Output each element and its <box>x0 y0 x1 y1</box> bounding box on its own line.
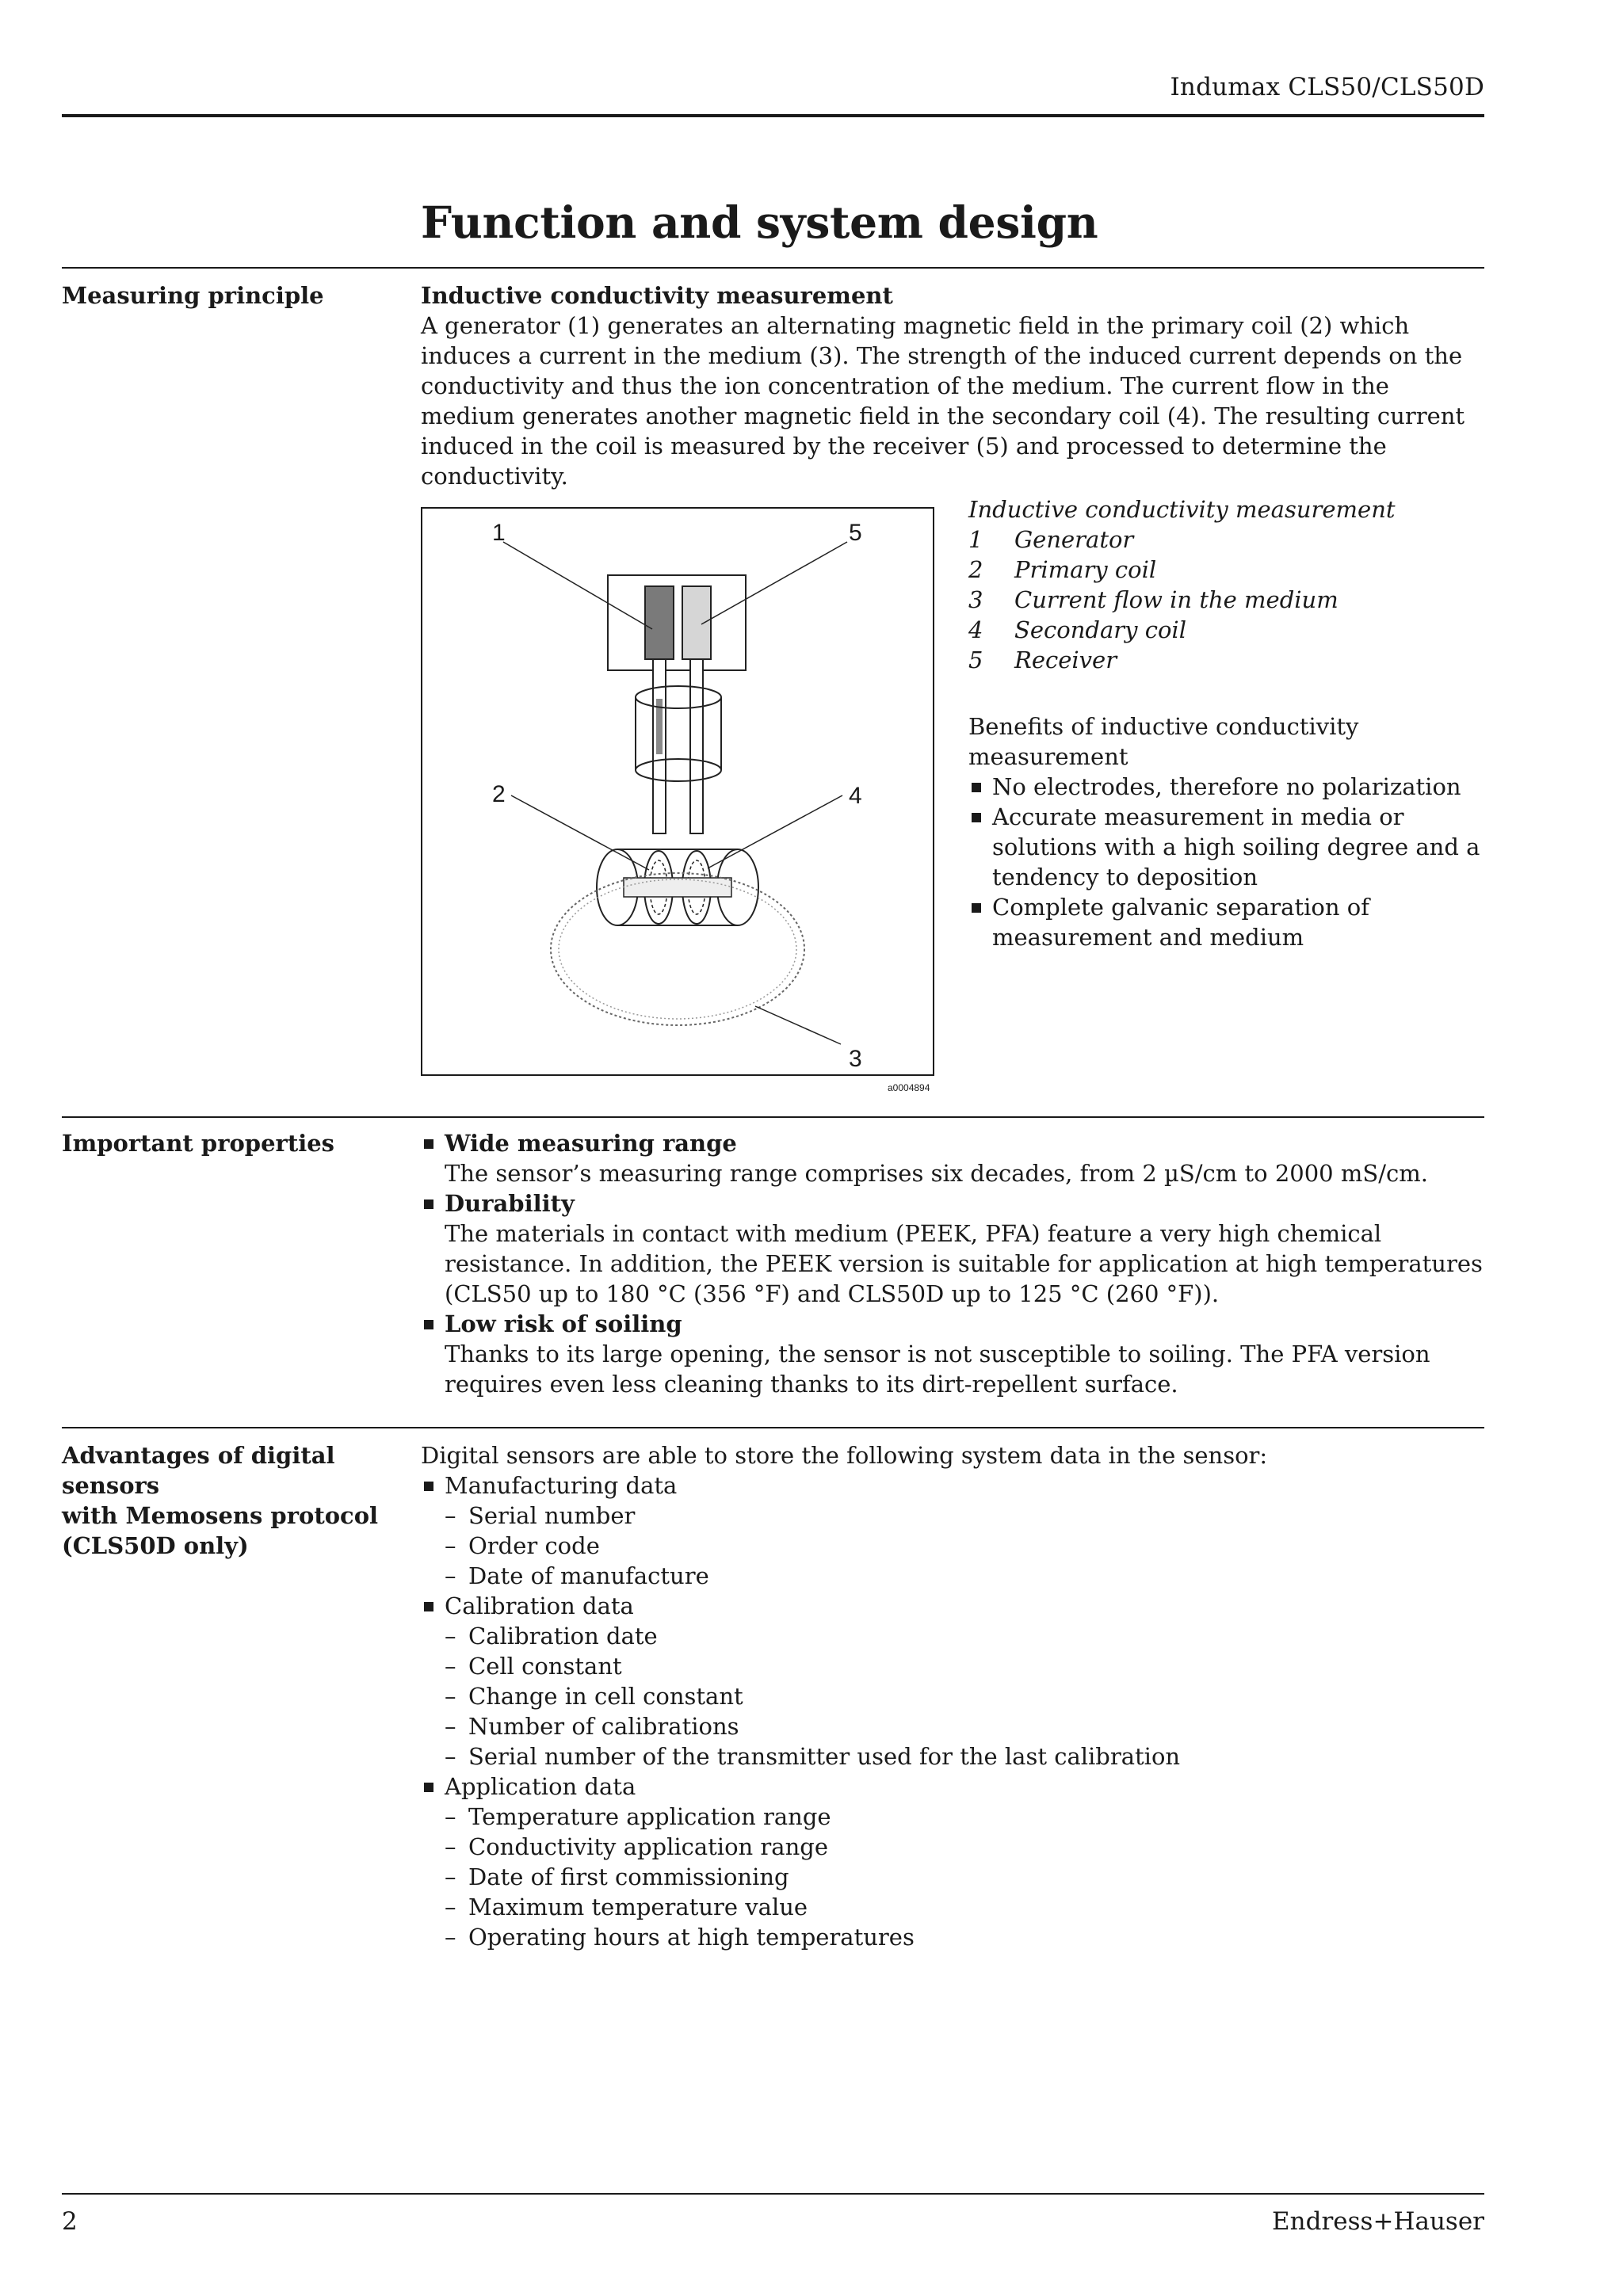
data-group <box>421 1470 1484 1591</box>
legend-item: 1 Generator <box>968 526 1134 553</box>
data-item: – Serial number <box>445 1501 1484 1531</box>
property-item <box>421 1309 1484 1399</box>
data-group <box>421 1772 1484 1952</box>
digital-sensors-label: Advantages of digital sensors with Memosens protocol (CLS50D only) <box>62 1442 379 1559</box>
measuring-principle-body: A generator (1) generates an alternating magnetic field in the primary coil (2) which induces a current in the medium (3). The strength of the induced current depends on the conductivity and thus the ion concentration of the medium. The current flow in the medium generates another magnetic field in the secondary coil (4). The resulting current induced in the coil is measured by the receiver (5) and processed to determine the conductivity. <box>421 312 1465 490</box>
data-item: – Order code <box>445 1531 1484 1561</box>
property-title: Low risk of soiling <box>445 1310 682 1337</box>
data-item: – Calibration date <box>445 1621 1484 1651</box>
data-item: – Temperature application range <box>445 1802 1484 1832</box>
benefit-item: Complete galvanic separation of measurement and medium <box>968 892 1491 952</box>
document-header-title: Indumax CLS50/CLS50D <box>1170 73 1484 101</box>
benefit-item: No electrodes, therefore no polarization <box>968 772 1491 802</box>
figure-id: a0004894 <box>888 1082 930 1093</box>
current-loop-inner <box>559 879 796 1019</box>
data-group <box>421 1591 1484 1772</box>
callout-5: 5 <box>849 520 862 546</box>
header-rule <box>62 114 1484 117</box>
legend-item: 5 Receiver <box>968 646 1117 673</box>
conductivity-diagram <box>421 507 934 1076</box>
data-item: – Maximum temperature value <box>445 1892 1484 1922</box>
generator-block <box>645 586 674 659</box>
data-item: – Number of calibrations <box>445 1711 1484 1741</box>
callout-1: 1 <box>492 520 506 546</box>
benefits-title: Benefits of inductive conductivity measurement <box>968 713 1359 770</box>
callout-4: 4 <box>849 783 862 809</box>
receiver-block <box>682 586 711 659</box>
measuring-principle-label: Measuring principle <box>62 282 324 309</box>
digital-sensors-content <box>421 1440 1484 1952</box>
central-bore <box>624 878 731 897</box>
section-divider <box>62 267 1484 269</box>
page-title: Function and system design <box>421 196 1098 248</box>
sensor-schematic <box>422 509 933 1074</box>
page-number: 2 <box>62 2207 78 2236</box>
shaft-right <box>690 659 703 833</box>
data-group-title: Manufacturing data <box>445 1472 678 1499</box>
figure-caption <box>968 494 1491 675</box>
important-properties-label: Important properties <box>62 1130 335 1157</box>
data-item: – Date of first commissioning <box>445 1862 1484 1892</box>
sleeve-top <box>636 686 721 708</box>
sleeve-bottom <box>636 759 721 781</box>
data-item: – Conductivity application range <box>445 1832 1484 1862</box>
benefits-block <box>968 711 1491 952</box>
benefit-item: Accurate measurement in media or solutions with a high soiling degree and a tendency to deposition <box>968 802 1491 892</box>
important-properties-list <box>421 1128 1484 1399</box>
data-group-title: Calibration data <box>445 1592 634 1619</box>
data-group-title: Application data <box>445 1773 636 1800</box>
legend-item: 2 Primary coil <box>968 556 1157 583</box>
property-item <box>421 1128 1484 1188</box>
footer-brand: Endress+Hauser <box>1272 2207 1484 2236</box>
callout-2: 2 <box>492 781 506 807</box>
data-item: – Change in cell constant <box>445 1681 1484 1711</box>
callout-3: 3 <box>849 1046 862 1072</box>
property-text: Thanks to its large opening, the sensor is not susceptible to soiling. The PFA version requires even less cleaning thanks to its dirt-repellent surface. <box>445 1341 1430 1398</box>
section-divider <box>62 1116 1484 1118</box>
measuring-principle-text <box>421 280 1484 491</box>
footer-rule <box>62 2193 1484 2195</box>
data-item: – Date of manufacture <box>445 1561 1484 1591</box>
measuring-principle-subheading: Inductive conductivity measurement <box>421 282 893 309</box>
housing-box <box>608 575 746 670</box>
data-item: – Operating hours at high temperatures <box>445 1922 1484 1952</box>
legend-item: 4 Secondary coil <box>968 616 1186 643</box>
legend-item: 3 Current flow in the medium <box>968 586 1338 613</box>
property-text: The sensor’s measuring range comprises six decades, from 2 µS/cm to 2000 mS/cm. <box>445 1160 1428 1187</box>
property-text: The materials in contact with medium (PEEK, PFA) feature a very high chemical resistance. In addition, the PEEK version is suitable for application at high temperatures (CLS50 up to 180 °C (356 °F) and CLS50D up to 125 °C (260 °F)). <box>445 1220 1483 1307</box>
section-divider <box>62 1427 1484 1428</box>
property-title: Wide measuring range <box>445 1130 737 1157</box>
data-item: – Serial number of the transmitter used for the last calibration <box>445 1741 1484 1772</box>
property-title: Durability <box>445 1190 575 1217</box>
caption-title: Inductive conductivity measurement <box>968 496 1396 523</box>
data-item: – Cell constant <box>445 1651 1484 1681</box>
property-item <box>421 1188 1484 1309</box>
digital-sensors-intro: Digital sensors are able to store the following system data in the sensor: <box>421 1442 1268 1469</box>
